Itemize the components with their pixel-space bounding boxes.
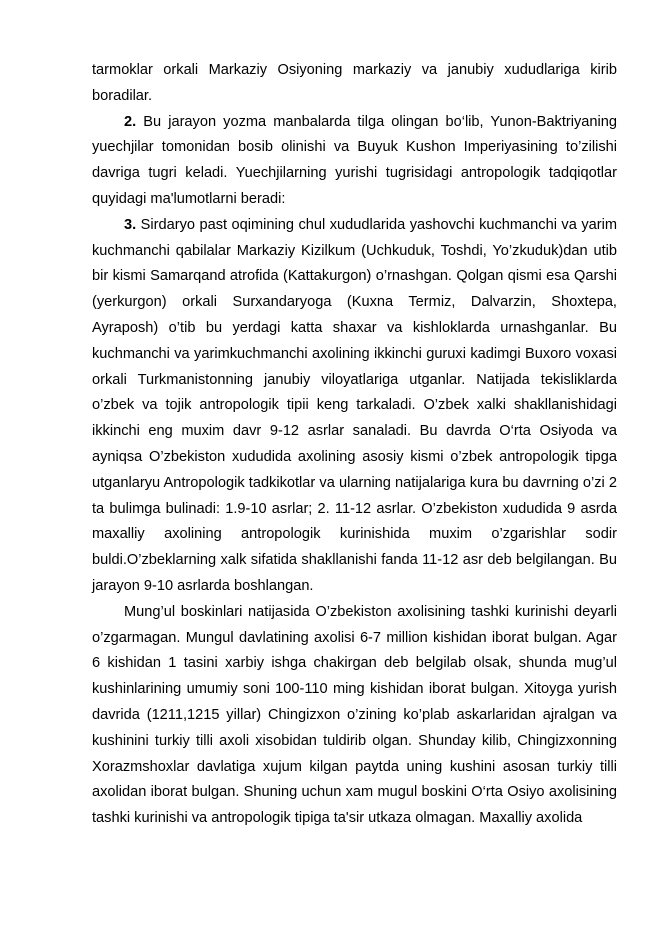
paragraph-4 — [92, 600, 617, 832]
paragraph-2-text: Bu jarayon yozma manbalarda tilga olingan bo‘lib, Yunon-Baktriyaning yuechjilar tomonidan bosib olinishi va Buyuk Kushon Imperiyasining to’zilishi davriga tugri keladi. Yuechjilarning yurishi tugrisidagi antropologik tadqiqotlar quyidagi ma'lumotlarni beradi: — [92, 113, 617, 207]
paragraph-1 — [92, 58, 617, 110]
paragraph-3 — [92, 213, 617, 600]
paragraph-2 — [92, 110, 617, 213]
document-page — [92, 58, 617, 832]
paragraph-2-number: 2. — [124, 113, 137, 130]
paragraph-3-text: Sirdaryo past oqimining chul xududlarida yashovchi kuchmanchi va yarim kuchmanchi qabilalar Markaziy Kizilkum (Uchkuduk, Toshdi, Yo’zkuduk)dan utib bir kismi Samarqand atrofida (Kattakurgon) o’rnashgan. Qolgan qismi esa Qarshi (yerkurgon) orkali Surxandaryoga (Kuxna Termiz, Dalvarzin, Shoxtepa, Ayraposh) o’tib bu yerdagi katta shaxar va kishloklarda urnashganlar. Bu kuchmanchi va yarimkuchmanchi axolining ikkinchi guruxi kadimgi Buxoro voxasi orkali Turkmanistonning janubiy viloyatlariga utganlar. Natijada tekisliklarda o’zbek va tojik antropologik tipii keng tarkaladi. O’zbek xalki shakllanishidagi ikkinchi eng muxim davr 9-12 asrlar sanaladi. Bu davrda O‘rta Osiyoda va ayniqsa O’zbekiston xududida axolining asosiy kismi o’zbek antropologik tipga utganlaryu Antropologik tadkikotlar va ularning natijalariga kura bu davrning o’zi 2 ta bulimga bulinadi: 1.9-10 asrlar; 2. 11-12 asrlar. O’zbekiston xududida 9 asrda maxalliy axolining antropologik kurinishida muxim o’zgarishlar sodir buldi.O’zbeklarning xalk sifatida shakllanishi fanda 11-12 asr deb belgilangan. Bu jarayon 9-10 asrlarda boshlangan. — [92, 216, 617, 594]
paragraph-3-number: 3. — [124, 216, 137, 233]
paragraph-1-text: tarmoklar orkali Markaziy Osiyoning markaziy va janubiy xududlariga kirib boradilar. — [92, 62, 617, 104]
paragraph-4-text: Mung’ul boskinlari natijasida O’zbekiston axolisining tashki kurinishi deyarli o’zgarmagan. Mungul davlatining axolisi 6-7 million kishidan iborat bulgan. Agar 6 kishidan 1 tasini xarbiy ishga chakirgan deb belgilab olsak, shunda mug’ul kushinlarining umumiy soni 100-110 ming kishidan iborat bulgan. Xitoyga yurish davrida (1211,1215 yillar) Chingizxon o’zining ko’plab askarlaridan ajralgan va kushinini turkiy tilli axoli xisobidan tuldirib olgan. Shunday kilib, Chingizxonning Xorazmshoxlar davlatiga xujum kilgan paytda uning kushini asosan turkiy tilli axolidan iborat bulgan. Shuning uchun xam mugul boskini O‘rta Osiyo axolisining tashki kurinishi va antropologik tipiga ta'sir utkaza olmagan. Maxalliy axolida — [92, 603, 617, 827]
